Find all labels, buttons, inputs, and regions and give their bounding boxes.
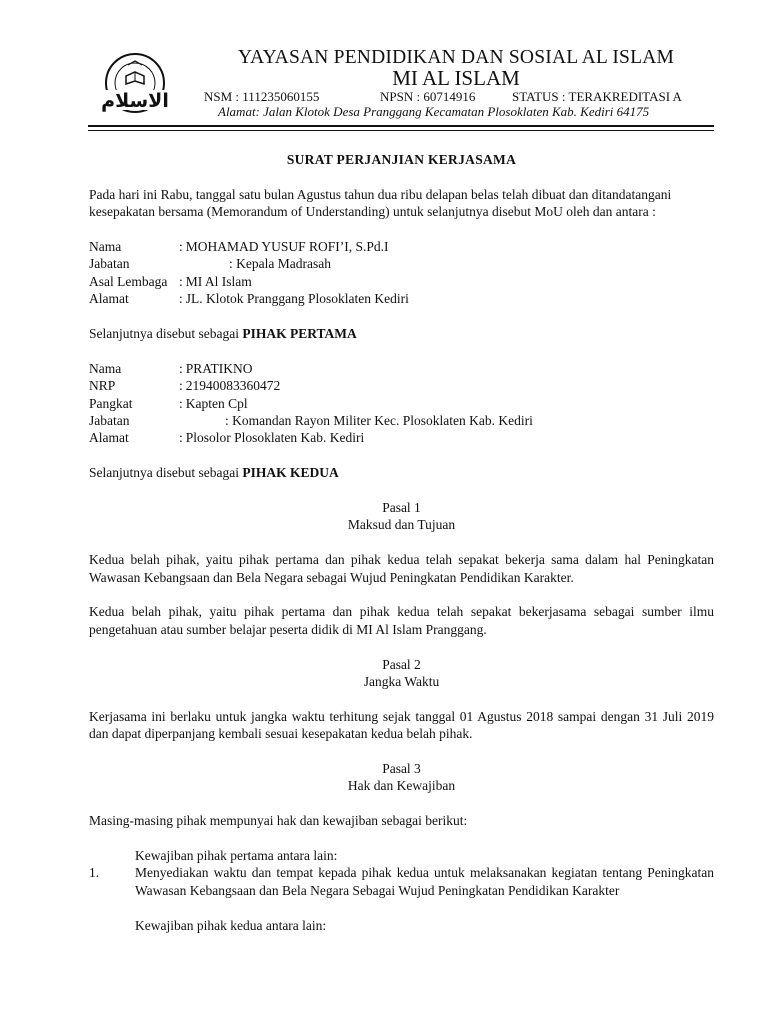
- party1-row: Nama : MOHAMAD YUSUF ROFI’I, S.Pd.I: [89, 239, 389, 254]
- party1-details: [89, 238, 714, 308]
- party2-reference: Selanjutnya disebut sebagai PIHAK KEDUA: [89, 465, 339, 481]
- pasal3-intro: Masing-masing pihak mempunyai hak dan kewajiban sebagai berikut:: [89, 813, 468, 829]
- school-logo: [92, 52, 178, 118]
- party2-row: Jabatan : Komandan Rayon Militer Kec. Plosoklaten Kab. Kediri: [89, 413, 533, 429]
- party2-details: [89, 360, 714, 447]
- party2-row: Nama : PRATIKNO: [89, 360, 253, 376]
- party1-reference: Selanjutnya disebut sebagai PIHAK PERTAMA: [89, 326, 357, 342]
- school-name: MI AL ISLAM: [392, 66, 520, 90]
- pasal2-title: Jangka Waktu: [363, 674, 440, 690]
- obligations1-heading: Kewajiban pihak pertama antara lain:: [135, 848, 338, 864]
- pasal1-paragraph-2: Kedua belah pihak, yaitu pihak pertama dan pihak kedua telah sepakat bekerjasama sebagai sumber ilmu pengetahuan atau sumber belajar peserta didik di MI Al Islam Pranggang.: [89, 604, 714, 637]
- party1-row: Alamat : JL. Klotok Pranggang Plosoklaten Kediri: [89, 291, 409, 307]
- school-ids: [204, 89, 704, 105]
- pasal3-number: Pasal 3: [382, 761, 421, 777]
- intro-paragraph: Pada hari ini Rabu, tanggal satu bulan Agustus tahun dua ribu delapan belas telah dibuat dan ditandatangani kesepakatan bersama (Memorandum of Understanding) untuk selanjutnya disebut MoU oleh dan antara :: [89, 186, 672, 220]
- school-address: Alamat: Jalan Klotok Desa Pranggang Kecamatan Plosoklaten Kab. Kediri 64175: [218, 104, 650, 119]
- header-rule-thin: [88, 130, 714, 131]
- header-rule-thick: [88, 125, 714, 127]
- logo-arabic-text: الاسلام: [101, 90, 169, 112]
- status-text: STATUS : TERAKREDITASI A: [512, 89, 682, 104]
- pasal1-title: Maksud dan Tujuan: [347, 517, 456, 533]
- party2-row: Alamat : Plosolor Plosoklaten Kab. Kediri: [89, 430, 365, 446]
- pasal3-title: Hak dan Kewajiban: [347, 778, 456, 794]
- pasal2-number: Pasal 2: [382, 656, 421, 672]
- pasal2-paragraph: Kerjasama ini berlaku untuk jangka waktu terhitung sejak tanggal 01 Agustus 2018 sampai dengan 31 Juli 2019 dan dapat diperpanjang kembali sesuai kesepakatan kedua belah pihak.: [89, 708, 714, 742]
- party1-row: Jabatan : Kepala Madrasah: [89, 256, 331, 272]
- letter-title: SURAT PERJANJIAN KERJASAMA: [286, 152, 517, 167]
- npsn-text: NPSN : 60714916: [380, 89, 476, 104]
- letter-body: [89, 151, 714, 934]
- nsm-text: NSM : 111235060155: [204, 89, 320, 104]
- party2-row: Pangkat : Kapten Cpl: [89, 395, 248, 411]
- org-name: YAYASAN PENDIDIKAN DAN SOSIAL AL ISLAM: [237, 47, 675, 68]
- obligations2-heading: Kewajiban pihak kedua antara lain:: [135, 917, 327, 933]
- party2-row: NRP : 21940083360472: [89, 378, 281, 394]
- pasal1-number: Pasal 1: [382, 500, 421, 516]
- party1-row: Asal Lembaga : MI Al Islam: [89, 273, 252, 289]
- pasal1-paragraph-1: Kedua belah pihak, yaitu pihak pertama dan pihak kedua telah sepakat bekerja sama dalam hal Peningkatan Wawasan Kebangsaan dan Bela Negara sebagai Wujud Peningkatan Pendidikan Karakter.: [89, 552, 714, 585]
- obligation-item: 1. Menyediakan waktu dan tempat kepada pihak kedua untuk melaksanakan kegiatan tentang Peningkatan Wawasan Kebangsaan dan Bela Negara Sebagai Wujud Peningkatan Pendidikan Karakter: [89, 865, 714, 898]
